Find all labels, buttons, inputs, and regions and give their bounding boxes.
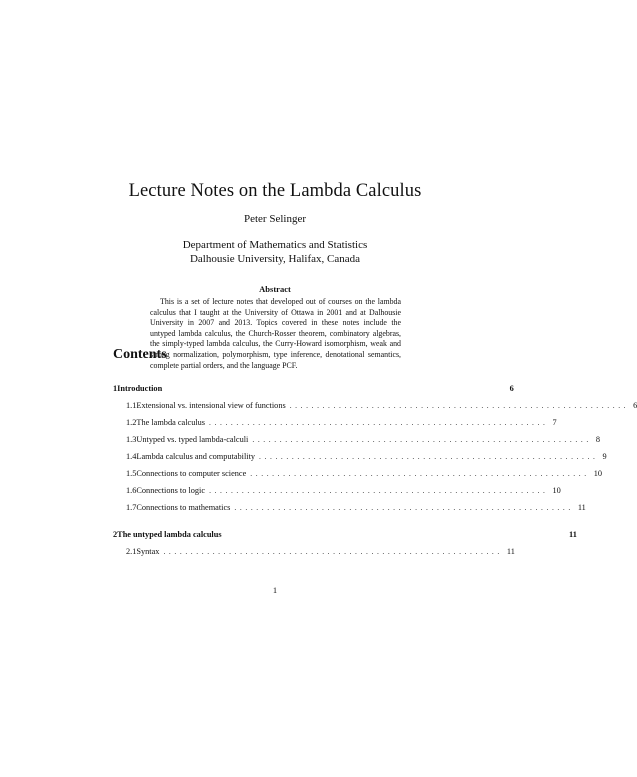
- toc-entry-section[interactable]: [113, 434, 600, 446]
- toc-page-number: 11: [577, 503, 586, 512]
- toc-number: 1.5: [126, 469, 137, 478]
- toc-label: Connections to logic: [136, 486, 206, 495]
- toc-leader: ..............................................................: [163, 547, 503, 556]
- toc-label: Connections to computer science: [136, 469, 247, 478]
- toc-entry-section[interactable]: [113, 546, 515, 558]
- toc-page-number: 10: [593, 469, 603, 478]
- document-title: Lecture Notes on the Lambda Calculus: [128, 181, 422, 201]
- toc-number: 2: [113, 530, 118, 539]
- toc-leader: ..............................................................: [234, 503, 574, 512]
- toc-entry-section[interactable]: [113, 468, 603, 480]
- toc-entry-section[interactable]: [113, 451, 607, 463]
- toc-leader: ..............................................................: [259, 452, 599, 461]
- affiliation-department: Department of Mathematics and Statistics: [182, 239, 368, 251]
- toc-number: 2.1: [126, 547, 137, 556]
- toc-entry-chapter[interactable]: [113, 529, 577, 541]
- toc-leader: ..............................................................: [289, 401, 630, 410]
- affiliation-university: Dalhousie University, Halifax, Canada: [189, 253, 361, 265]
- toc-label: Syntax: [136, 547, 160, 556]
- toc-entry-section[interactable]: [113, 417, 557, 429]
- contents-heading: Contents: [113, 347, 167, 362]
- toc-leader: ..............................................................: [209, 418, 549, 427]
- toc-page-number: 8: [595, 435, 600, 444]
- toc-entry-section[interactable]: [113, 485, 561, 497]
- toc-label: Introduction: [117, 384, 163, 393]
- toc-page-number: 10: [552, 486, 561, 495]
- abstract-text: This is a set of lecture notes that developed out of courses on the lambda calculus that I taught at the University of Ottawa in 2001 and at Dalhousie University in 2007 and 2013. Topics covered in these notes include the untyped lambda calculus, the Church-Rosser theorem, combinatory algebras, the simply-typed lambda calculus, the Curry-Howard isomorphism, weak and strong normalization, polymorphism, type inference, denotational semantics, complete partial orders, and the language PCF.: [150, 297, 401, 370]
- toc-page-number: 6: [633, 401, 637, 410]
- toc-number: 1.1: [126, 401, 137, 410]
- toc-page-number: 11: [506, 547, 515, 556]
- toc-label: Extensional vs. intensional view of functions: [136, 401, 286, 410]
- toc-number: 1.3: [126, 435, 137, 444]
- toc-leader: ..............................................................: [252, 435, 592, 444]
- toc-number: 1.6: [126, 486, 137, 495]
- toc-page-number: 6: [509, 384, 514, 393]
- toc-label: The lambda calculus: [136, 418, 206, 427]
- toc-label: Connections to mathematics: [136, 503, 231, 512]
- toc-leader: ..............................................................: [250, 469, 590, 478]
- author-name: Peter Selinger: [243, 213, 306, 225]
- toc-page-number: 11: [569, 530, 577, 539]
- toc-page-number: 9: [602, 452, 607, 461]
- toc-entry-section[interactable]: [113, 502, 586, 514]
- abstract-heading: Abstract: [259, 284, 291, 294]
- toc-entry-chapter[interactable]: [113, 383, 514, 395]
- toc-number: 1.4: [126, 452, 137, 461]
- toc-label: The untyped lambda calculus: [117, 530, 222, 539]
- toc-label: Lambda calculus and computability: [136, 452, 256, 461]
- toc-number: 1: [113, 384, 118, 393]
- affiliation: [0, 238, 550, 266]
- toc-page-number: 7: [552, 418, 557, 427]
- toc-number: 1.2: [126, 418, 137, 427]
- toc-label: Untyped vs. typed lambda-calculi: [136, 435, 249, 444]
- toc-leader: ..............................................................: [209, 486, 549, 495]
- toc-number: 1.7: [126, 503, 137, 512]
- page-number: 1: [272, 585, 278, 595]
- toc-entry-section[interactable]: [113, 400, 637, 412]
